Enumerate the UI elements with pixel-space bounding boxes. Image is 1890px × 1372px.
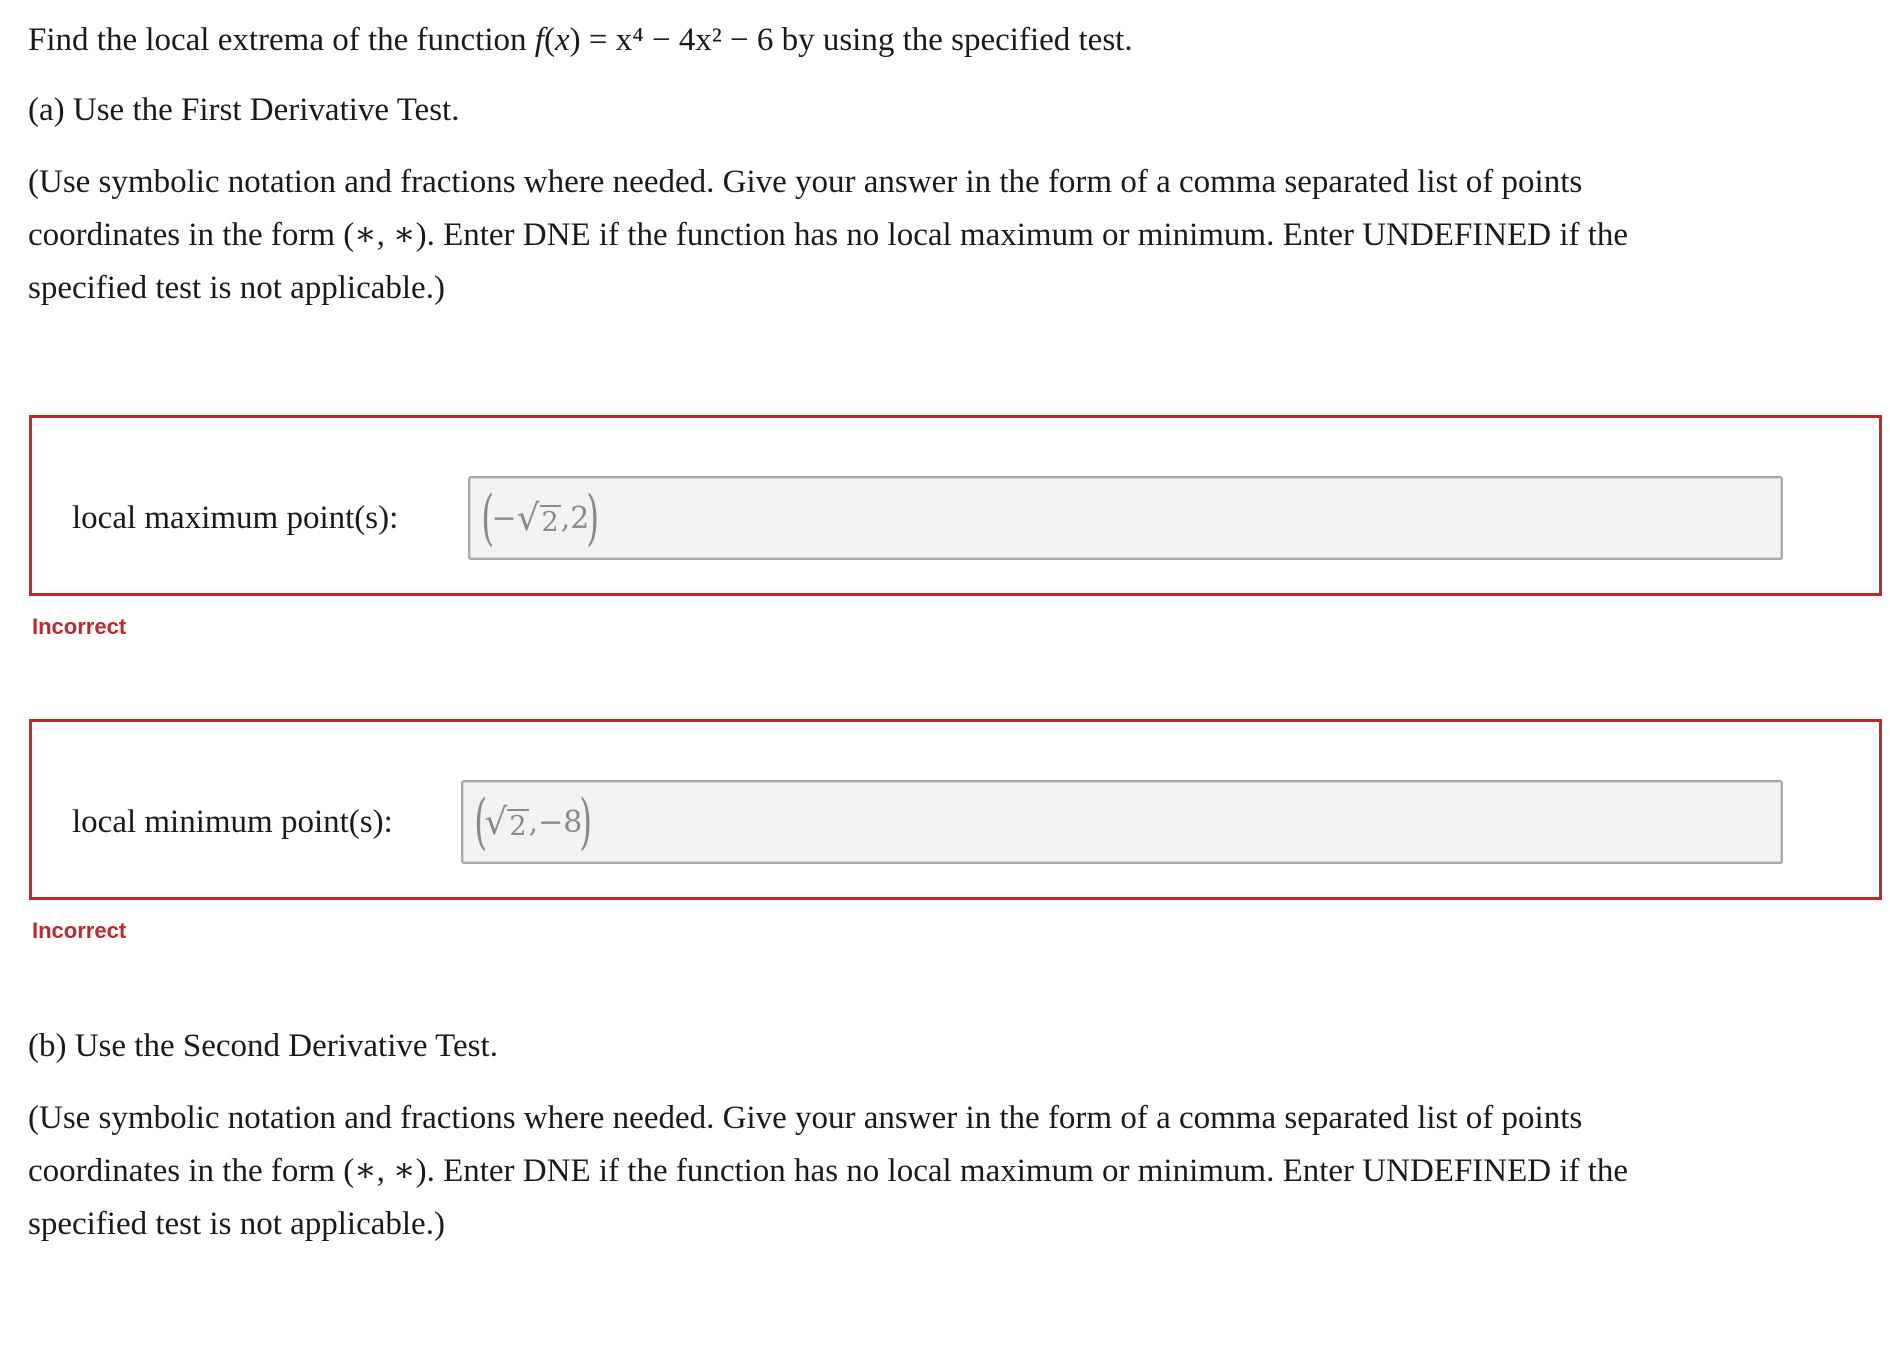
local-max-answer-box [29, 415, 1882, 596]
sqrt-expression [517, 498, 561, 539]
local-min-label: local minimum point(s): [72, 804, 393, 840]
close-paren: ) [586, 483, 600, 553]
local-min-feedback: Incorrect [32, 918, 127, 943]
part-b-instructions-line-2: coordinates in the form (∗, ∗). Enter DNE if the function has no local maximum or minimum. Enter UNDEFINED if the [28, 1153, 1629, 1189]
part-b-instructions-line-1: (Use symbolic notation and fractions where needed. Give your answer in the form of a comma separated list of points [28, 1100, 1583, 1136]
open-paren: ( [481, 483, 495, 553]
sqrt-icon: √ [484, 801, 508, 843]
question-intro-tail: by using the specified test. [781, 22, 1133, 58]
part-b-title: (b) Use the Second Derivative Test. [28, 1028, 498, 1064]
part-a-instructions-line-1: (Use symbolic notation and fractions where needed. Give your answer in the form of a comma separated list of points [28, 164, 1583, 200]
local-max-sign: − [491, 500, 517, 536]
part-a-title: (a) Use the First Derivative Test. [28, 92, 460, 128]
function-name: f [534, 22, 544, 58]
part-b-instructions-line-3: specified test is not applicable.) [28, 1206, 445, 1242]
function-variable: x [554, 22, 570, 58]
function-expression: = x⁴ − 4x² − 6 [588, 22, 774, 58]
local-max-feedback: Incorrect [32, 614, 127, 639]
local-min-second-coordinate: ,−8 [528, 804, 583, 840]
local-min-radicand: 2 [509, 810, 527, 842]
open-paren: ( [474, 787, 488, 857]
local-max-input[interactable] [468, 476, 1783, 560]
local-max-label: local maximum point(s): [72, 500, 399, 536]
local-max-radicand: 2 [541, 506, 559, 538]
local-max-value [481, 483, 600, 553]
part-a-instructions-line-2: coordinates in the form (∗, ∗). Enter DNE if the function has no local maximum or minimum. Enter UNDEFINED if the [28, 217, 1629, 253]
local-min-input[interactable] [461, 780, 1783, 864]
close-paren: ) [579, 787, 593, 857]
local-max-second-coordinate: ,2 [560, 500, 590, 536]
sqrt-expression [484, 802, 528, 843]
local-min-answer-box [29, 719, 1882, 900]
sqrt-icon: √ [516, 497, 540, 539]
local-min-value [474, 787, 593, 857]
question-text: Find the local extrema of the function f(x) = x⁴ − 4x² − 6 by using the specified test. [28, 22, 1133, 58]
part-a-instructions-line-3: specified test is not applicable.) [28, 270, 445, 306]
question-intro: Find the local extrema of the function [28, 22, 527, 58]
